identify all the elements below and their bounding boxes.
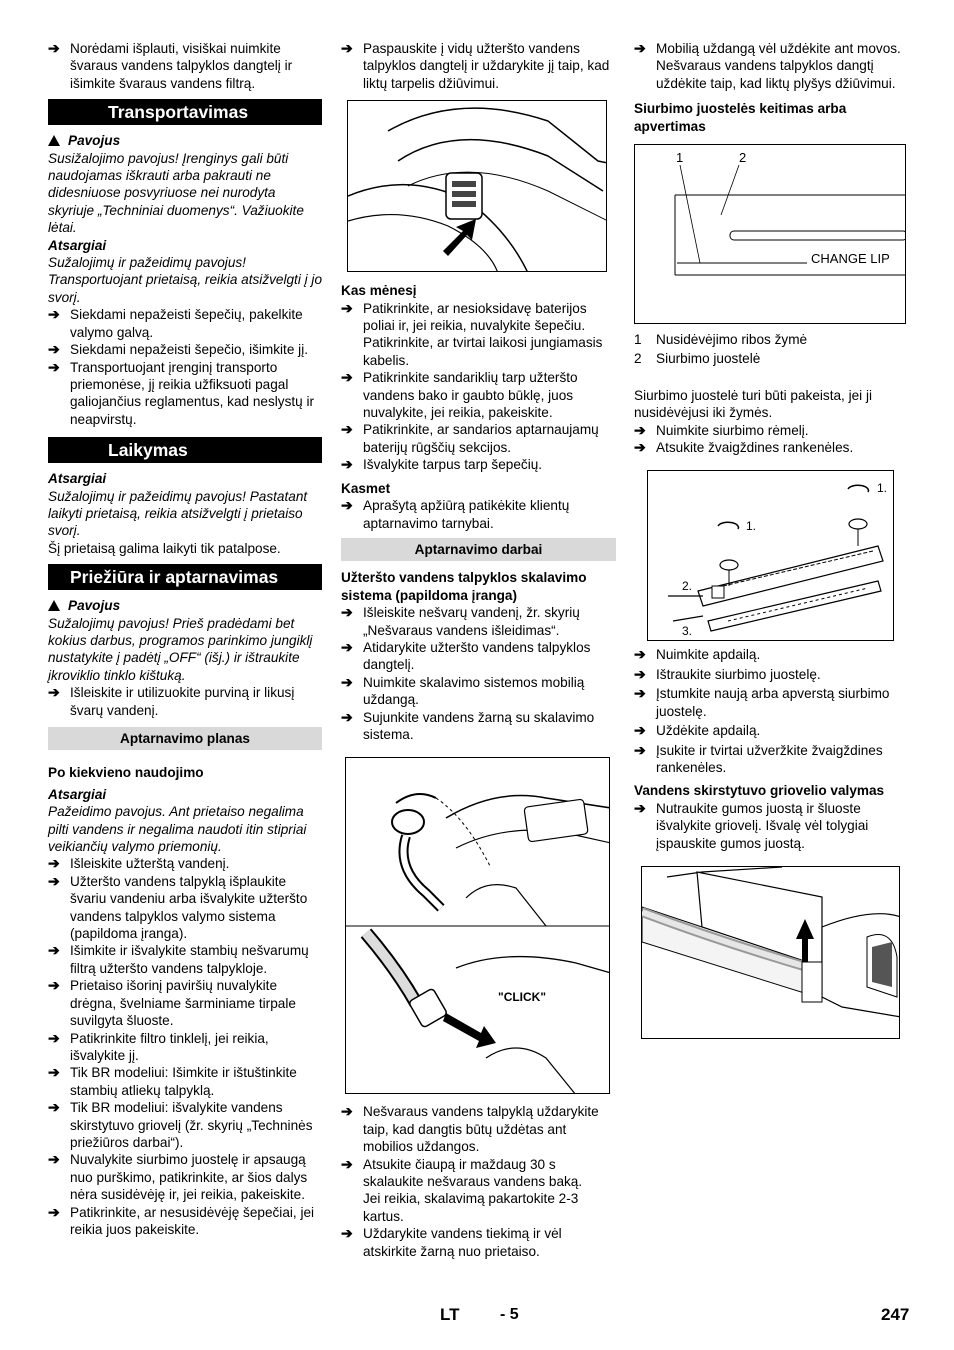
bullet: ➔ Nuimkite apdailą. xyxy=(634,646,761,663)
bullet: ➔ Atsukite žvaigždines rankenėles. xyxy=(634,439,854,456)
bullet: ➔ Įstumkite naują arba apverstą siurbimo juostelę. xyxy=(634,685,890,719)
column-3 xyxy=(634,40,907,1039)
bullet: ➔ Išimkite ir išvalykite stambių nešvarumų filtrą užteršto vandens talpykloje. xyxy=(48,942,309,976)
bullet: ➔ Patikrinkite, ar nesusidėvėję šepečiai, jei reikia juos pakeiskite. xyxy=(48,1203,315,1237)
heading-works: Aptarnavimo darbai xyxy=(341,538,616,561)
bullet: ➔ Patikrinkite sandariklių tarp užteršto vandens bako ir gaubto būklę, juos nuvalykite, jei reikia, pakeiskite. xyxy=(341,369,578,421)
bullet: ➔ Nuimkite siurbimo rėmelį. xyxy=(634,421,809,438)
arrow-right-icon: ➔ xyxy=(341,40,353,56)
sub-rinse: Užteršto vandens talpyklos skalavimo sistema (papildoma įranga) xyxy=(341,570,587,603)
arrow-right-icon: ➔ xyxy=(48,855,60,872)
arrow-right-icon: ➔ xyxy=(48,40,60,56)
column-1 xyxy=(48,40,322,1238)
bullet: ➔ Tik BR modeliui: išvalykite vandens skirstytuvo griovelį (žr. skyrių „Techninės priežiūros darbai“). xyxy=(48,1099,313,1150)
change-lip-illustration xyxy=(635,145,906,324)
fig-label-1: 1 xyxy=(676,150,684,166)
bullet: ➔ Įsukite ir tvirtai užveržkite žvaigždines rankenėles. xyxy=(634,741,883,775)
figure-tank-lid xyxy=(347,100,607,272)
caution-label: Atsargiai xyxy=(48,237,107,253)
arrow-right-icon: ➔ xyxy=(341,1103,353,1120)
danger-label: Pavojus xyxy=(48,597,322,614)
arrow-right-icon: ➔ xyxy=(48,306,60,323)
bullet: ➔ Atsukite čiaupą ir maždaug 30 s skalaukite nešvaraus vandens baką. xyxy=(341,1155,583,1189)
figure-distributor-groove xyxy=(641,866,900,1039)
arrow-right-icon: ➔ xyxy=(48,1064,60,1081)
bullet: ➔ Išleiskite nešvarų vandenį, žr. skyrių „Nešvaraus vandens išleidimas“. xyxy=(341,604,580,638)
arrow-right-icon: ➔ xyxy=(341,369,353,386)
fig-step-1b: 1. xyxy=(746,519,757,534)
bullet: ➔ Užteršto vandens talpyklą išplaukite švariu vandeniu arba išvalykite užteršto vandens talpyklos valymo sistema (papildoma įranga). xyxy=(48,872,308,942)
bullet: ➔ Nutraukite gumos juostą ir šluoste išvalykite griovelį. Išvalę vėl tolygiai įspauskite gumos juostą. xyxy=(634,799,869,851)
bullet: ➔ Prietaiso išorinį paviršių nuvalykite drėgna, švelniame šarminiame tirpale suvilgyta šluoste. xyxy=(48,977,296,1029)
after-use-caution-text: Pažeidimo pavojus. Ant prietaiso negalima pilti vandens ir negalima naudoti itin stipriai veikiančių valymo priemonių. xyxy=(48,804,307,855)
bullet: ➔ Patikrinkite, ar sandarios aptarnaujamų baterijų rūgščių sekcijos. xyxy=(341,421,599,455)
arrow-right-icon: ➔ xyxy=(634,665,646,682)
bullet: ➔ Sujunkite vandens žarną su skalavimo sistema. xyxy=(341,708,595,742)
arrow-right-icon: ➔ xyxy=(341,1225,353,1242)
arrow-right-icon: ➔ xyxy=(634,685,646,702)
heading-care: Priežiūra ir aptarnavimas xyxy=(48,564,322,590)
arrow-right-icon: ➔ xyxy=(341,673,353,690)
star-knobs-illustration xyxy=(648,471,894,641)
arrow-right-icon: ➔ xyxy=(341,604,353,621)
bullet: ➔ Siekdami nepažeisti šepečių, pakelkite valymo galvą. xyxy=(48,306,303,340)
danger-label: Pavojus xyxy=(48,132,322,149)
arrow-right-icon: ➔ xyxy=(634,646,646,663)
lip-text: Siurbimo juostelė turi būti pakeista, jei ji nusidėvėjusi iki žymės. xyxy=(634,387,873,421)
arrow-right-icon: ➔ xyxy=(341,708,353,725)
arrow-right-icon: ➔ xyxy=(634,439,646,456)
bullet: ➔ Patikrinkite, ar nesioksidavę baterijos poliai ir, jei reikia, nuvalykite šepečiu. Patikrinkite, ar tvirtai laikosi jungiamasis kabelis. xyxy=(341,299,603,368)
fig-step-2: 2. xyxy=(682,579,693,594)
arrow-right-icon: ➔ xyxy=(634,40,646,56)
arrow-right-icon: ➔ xyxy=(48,684,60,701)
arrow-right-icon: ➔ xyxy=(634,722,646,739)
legend-item: 2 Siurbimo juostelė xyxy=(634,351,761,367)
heading-storage: Laikymas xyxy=(48,437,322,463)
arrow-right-icon: ➔ xyxy=(48,872,60,889)
bullet: ➔ Norėdami išplauti, visiškai nuimkite švaraus vandens talpyklos dangtelį ir išimkite švaraus vandens filtrą. xyxy=(48,40,293,91)
bullet: ➔ Ištraukite siurbimo juostelę. xyxy=(634,665,821,682)
sub-monthly: Kas mėnesį xyxy=(341,283,417,299)
storage-caution-text: Sužalojimų ir pažeidimų pavojus! Pastatant laikyti prietaisą, reikia atsižvelgti į prietaiso svorį. xyxy=(48,488,308,539)
arrow-right-icon: ➔ xyxy=(48,341,60,358)
arrow-right-icon: ➔ xyxy=(48,358,60,375)
arrow-right-icon: ➔ xyxy=(48,977,60,994)
click-label: "CLICK" xyxy=(498,990,547,1005)
change-lip-label: CHANGE LIP xyxy=(811,251,890,267)
footer-page-number: 247 xyxy=(881,1305,910,1324)
arrow-right-icon: ➔ xyxy=(341,638,353,655)
bullet: ➔ Uždėkite apdailą. xyxy=(634,722,761,739)
bullet: ➔ Paspauskite į vidų užteršto vandens talpyklos dangtelį ir uždarykite jį taip, kad liktų tarpelis džiūvimui. xyxy=(341,40,610,91)
heading-transport: Transportavimas xyxy=(48,99,322,125)
bullet: ➔ Transportuojant įrenginį transporto priemonėse, jį reikia užfiksuoti pagal galiojančius reglamentus, kad neslystų ir neapvirstų. xyxy=(48,358,315,427)
footer-section: - 5 xyxy=(500,1306,519,1323)
care-danger-text: Sužalojimų pavojus! Prieš pradėdami bet kokius darbus, programos parinkimo jungiklį nustatykite į padėtį „OFF“ (išj.) ir ištraukite įkroviklio tinklo kištuką. xyxy=(48,615,313,683)
arrow-right-icon: ➔ xyxy=(48,1203,60,1220)
figure-hose-connection xyxy=(345,757,610,1094)
bullet: ➔ Patikrinkite filtro tinklelį, jei reikia, išvalykite jį. xyxy=(48,1029,269,1063)
caution-label: Atsargiai xyxy=(48,471,107,487)
hose-connection-illustration xyxy=(346,758,610,1094)
bullet: ➔ Nešvaraus vandens talpyklą uždarykite taip, kad dangtis būtų uždėtas ant mobilios uždangos. xyxy=(341,1103,599,1155)
bullet: ➔ Tik BR modeliui: Išimkite ir ištuštinkite stambių atliekų talpyklą. xyxy=(48,1064,297,1098)
heading-plan: Aptarnavimo planas xyxy=(48,727,322,750)
sub-lip: Siurbimo juostelės keitimas arba apvertimas xyxy=(634,101,847,134)
bullet: ➔ Išleiskite užterštą vandenį. xyxy=(48,855,230,872)
figure-change-lip xyxy=(634,144,906,324)
arrow-right-icon: ➔ xyxy=(48,1029,60,1046)
arrow-right-icon: ➔ xyxy=(634,421,646,438)
column-2 xyxy=(341,40,616,1260)
arrow-right-icon: ➔ xyxy=(341,1155,353,1172)
arrow-right-icon: ➔ xyxy=(341,497,353,514)
bullet: ➔ Mobilią uždangą vėl uždėkite ant movos. Nešvaraus vandens talpyklos dangtį uždėkite taip, kad liktų plyšys džiūvimui. xyxy=(634,40,901,91)
sub-groove: Vandens skirstytuvo griovelio valymas xyxy=(634,783,885,799)
sub-yearly: Kasmet xyxy=(341,480,391,496)
arrow-right-icon: ➔ xyxy=(634,741,646,758)
arrow-right-icon: ➔ xyxy=(341,456,353,473)
legend-item: 1 Nusidėvėjimo ribos žymė xyxy=(634,332,808,348)
arrow-right-icon: ➔ xyxy=(48,942,60,959)
bullet: ➔ Išleiskite ir utilizuokite purviną ir likusį švarų vandenį. xyxy=(48,684,295,718)
tank-lid-illustration xyxy=(348,101,607,272)
arrow-right-icon: ➔ xyxy=(341,299,353,316)
warning-icon xyxy=(48,135,60,146)
bullet: ➔ Išvalykite tarpus tarp šepečių. xyxy=(341,456,543,473)
bullet: ➔ Siekdami nepažeisti šepečio, išimkite jį. xyxy=(48,341,308,358)
fig-step-1a: 1. xyxy=(877,481,888,496)
arrow-right-icon: ➔ xyxy=(48,1099,60,1116)
bullet: ➔ Nuvalykite siurbimo juostelę ir apsaugą nuo purškimo, patikrinkite, ar šios dalys nėra susidėvėję ir, jei reikia, pakeiskite. xyxy=(48,1151,308,1203)
bullet: ➔ Atidarykite užteršto vandens talpyklos dangtelį. xyxy=(341,638,591,673)
distributor-groove-illustration xyxy=(642,867,900,1039)
bullet: ➔ Aprašytą apžiūrą patikėkite klientų aptarnavimo tarnybai. xyxy=(341,497,570,531)
arrow-right-icon: ➔ xyxy=(341,421,353,438)
sub-after-use: Po kiekvieno naudojimo xyxy=(48,765,204,781)
arrow-right-icon: ➔ xyxy=(48,1151,60,1168)
figure-star-knobs xyxy=(647,470,894,641)
transport-caution-text: Sužalojimų ir pažeidimų pavojus! Transportuojant prietaisą, reikia atsižvelgti į jo svorį. xyxy=(48,255,323,305)
fig-label-2: 2 xyxy=(739,150,747,166)
repeat-note: Jei reikia, skalavimą pakartokite 2-3 kartus. xyxy=(363,1191,579,1224)
storage-text: Šį prietaisą galima laikyti tik patalpose. xyxy=(48,540,281,556)
warning-icon xyxy=(48,600,60,611)
caution-label: Atsargiai xyxy=(48,786,107,802)
fig-step-3: 3. xyxy=(682,624,693,639)
transport-danger-text: Susižalojimo pavojus! Įrenginys gali būti naudojamas iškrauti arba pakrauti ne didesniuose posvyriuose nei nurodyta skyriuje „Techniniai duomenys“. Važiuokite lėtai. xyxy=(48,150,304,236)
bullet: ➔ Nuimkite skalavimo sistemos mobilią uždangą. xyxy=(341,673,585,708)
arrow-right-icon: ➔ xyxy=(634,799,646,816)
footer-lang: LT xyxy=(440,1305,460,1324)
bullet: ➔ Uždarykite vandens tiekimą ir vėl atskirkite žarną nuo prietaiso. xyxy=(341,1225,562,1259)
